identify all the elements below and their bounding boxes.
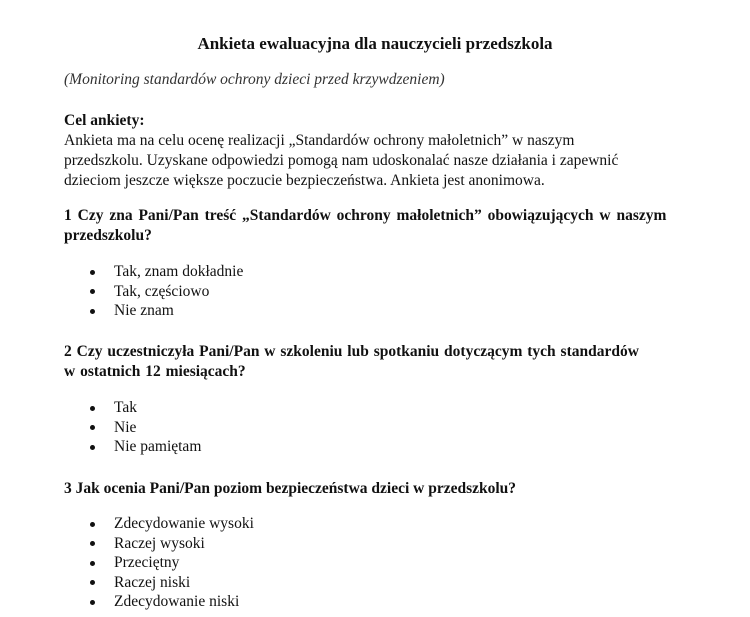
option-label: Tak, znam dokładnie: [114, 263, 244, 280]
question-2-options: [88, 398, 201, 457]
option-label: Nie: [114, 418, 137, 436]
bullet-icon: [90, 561, 95, 566]
survey-goal-text-line: dzieciom jeszcze większe poczucie bezpieczeństwa. Ankieta jest anonimowa.: [64, 172, 545, 189]
question-2-text-line: 2 Czy uczestniczyła Pani/Pan w szkoleniu lub spotkaniu dotyczącym tych standardów: [64, 343, 639, 360]
question-2-option: [88, 398, 201, 418]
question-2-text-line: w ostatnich 12 miesiącach?: [64, 363, 246, 380]
bullet-icon: [90, 425, 95, 430]
question-3: [64, 479, 704, 499]
question-3-option: [88, 514, 254, 534]
bullet-icon: [90, 600, 95, 605]
option-label: Zdecydowanie niski: [114, 593, 240, 610]
question-1-option: [88, 301, 243, 321]
bullet-icon: [90, 309, 95, 314]
bullet-icon: [90, 580, 95, 585]
survey-goal-heading: Cel ankiety:: [64, 112, 145, 129]
question-1: [64, 206, 704, 246]
bullet-icon: [90, 289, 95, 294]
option-label: Tak, częściowo: [114, 282, 210, 300]
option-label: Raczej niski: [114, 573, 191, 591]
question-2-option: [88, 437, 201, 457]
option-label: Nie znam: [114, 302, 174, 319]
question-3-option: [88, 553, 254, 573]
bullet-icon: [90, 445, 95, 450]
question-3-option: [88, 534, 254, 554]
document-title: Ankieta ewaluacyjna dla nauczycieli przedszkola: [197, 34, 553, 53]
question-1-options: [88, 262, 243, 321]
option-label: Tak: [114, 399, 138, 416]
question-1-option: [88, 282, 243, 302]
question-2: [64, 342, 704, 382]
option-label: Przeciętny: [114, 554, 180, 571]
bullet-icon: [90, 406, 95, 411]
survey-goal-section: [64, 111, 704, 191]
question-2-option: [88, 418, 201, 438]
question-1-text-line: przedszkolu?: [64, 227, 152, 244]
option-label: Nie pamiętam: [114, 438, 202, 455]
option-label: Raczej wysoki: [114, 534, 205, 552]
question-3-option: [88, 573, 254, 593]
survey-goal-text-line: Ankieta ma na celu ocenę realizacji „Standardów ochrony małoletnich” w naszym: [64, 132, 575, 149]
question-1-option: [88, 262, 243, 282]
question-3-text-line: 3 Jak ocenia Pani/Pan poziom bezpieczeństwa dzieci w przedszkolu?: [64, 480, 517, 497]
question-3-options: [88, 514, 254, 612]
bullet-icon: [90, 270, 95, 275]
question-3-option: [88, 592, 254, 612]
survey-goal-text-line: przedszkolu. Uzyskane odpowiedzi pomogą nam udoskonalać nasze działania i zapewnić: [64, 152, 619, 169]
question-1-text-line: 1 Czy zna Pani/Pan treść „Standardów ochrony małoletnich” obowiązujących w naszym: [64, 207, 667, 224]
document-subtitle: (Monitoring standardów ochrony dzieci przed krzywdzeniem): [64, 71, 445, 88]
bullet-icon: [90, 541, 95, 546]
bullet-icon: [90, 522, 95, 527]
option-label: Zdecydowanie wysoki: [114, 515, 254, 532]
